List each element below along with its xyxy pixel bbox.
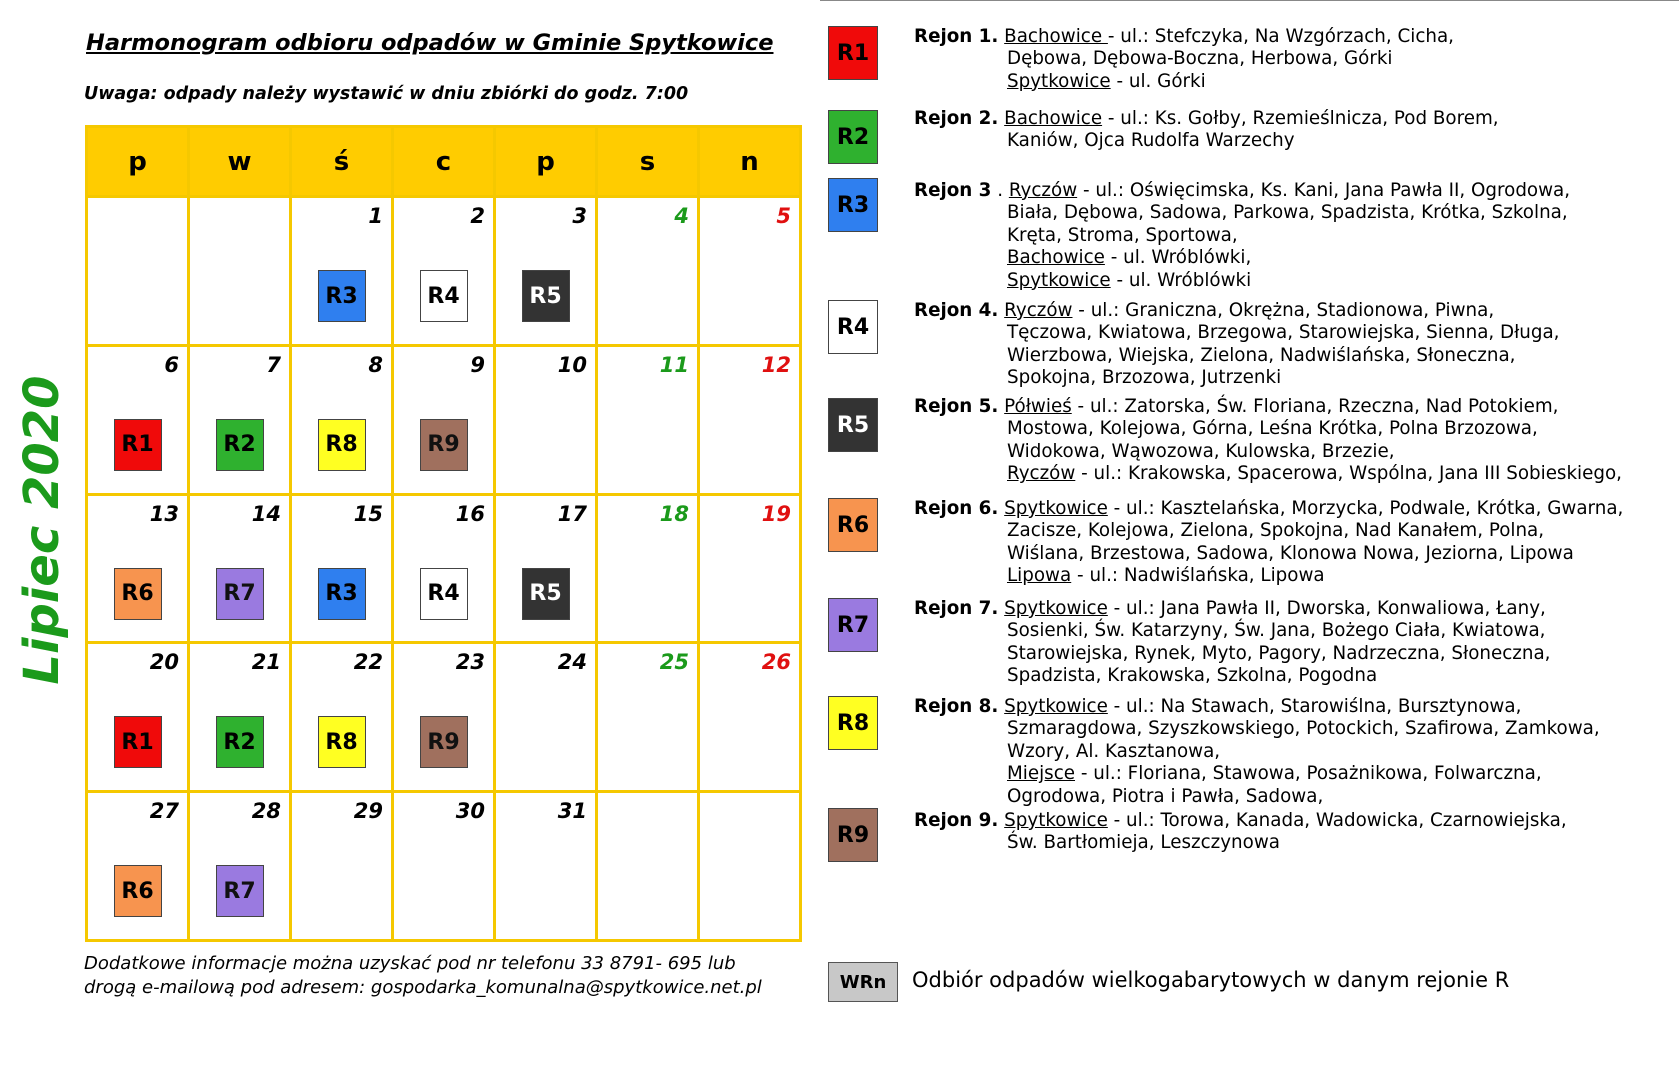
day-number: 22 <box>353 650 383 675</box>
day-number: 2 <box>470 204 485 228</box>
legend-line <box>914 832 1567 854</box>
legend-line <box>914 620 1551 642</box>
contact-info <box>84 952 762 1000</box>
day-number: 1 <box>368 204 383 228</box>
legend-badge: R3 <box>828 178 878 232</box>
legend-line <box>914 26 1454 48</box>
day-number: 14 <box>251 501 281 526</box>
legend-line <box>914 520 1623 542</box>
street-list: - ul. Wróblówki, <box>1104 247 1252 269</box>
calendar-day-cell <box>190 496 289 642</box>
street-list: Spokojna, Brzozowa, Jutrzenki <box>1007 367 1282 389</box>
calendar-day-cell <box>700 198 799 344</box>
region-badge: R3 <box>318 270 366 322</box>
locality-name: Spytkowice <box>1004 696 1108 717</box>
region-badge: R2 <box>216 716 264 768</box>
legend-line <box>914 718 1600 740</box>
region-heading: Rejon 5. <box>914 396 999 417</box>
street-list: - ul.: Nadwiślańska, Lipowa <box>1071 565 1325 587</box>
street-list: Biała, Dębowa, Sadowa, Parkowa, Spadzista, Krótka, Szkolna, <box>1007 202 1568 224</box>
street-list: Szmaragdowa, Szyszkowskiego, Potockich, Szafirowa, Zamkowa, <box>1007 718 1600 740</box>
region-badge: R9 <box>420 419 468 471</box>
street-list: - ul.: Floriana, Stawowa, Posażnikowa, Folwarczna, <box>1075 763 1542 785</box>
region-badge: R4 <box>420 270 468 322</box>
legend-line <box>914 498 1623 520</box>
locality-name: Spytkowice <box>1007 70 1111 92</box>
street-list: - ul.: Oświęcimska, Ks. Kani, Jana Pawła II, Ogrodowa, <box>1077 180 1571 201</box>
legend-line <box>914 247 1570 269</box>
calendar-day-cell <box>700 347 799 493</box>
calendar-day-cell <box>598 644 697 790</box>
street-list: . <box>997 180 1009 201</box>
calendar-day-cell <box>292 496 391 642</box>
locality-name: Ryczów <box>1007 463 1076 485</box>
weekday-header: s <box>598 128 697 195</box>
region-badge: R8 <box>318 419 366 471</box>
weekday-header: w <box>190 128 289 195</box>
calendar-day-cell <box>598 793 697 939</box>
day-number: 15 <box>353 501 383 526</box>
collection-note: Uwaga: odpady należy wystawić w dniu zbiórki do godz. 7:00 <box>84 84 689 104</box>
legend-line <box>914 463 1622 485</box>
calendar-day-cell <box>88 644 187 790</box>
calendar-day-cell <box>496 644 595 790</box>
legend-line <box>914 71 1454 93</box>
day-number: 18 <box>659 501 689 526</box>
legend-line <box>914 810 1567 832</box>
street-list: Dębowa, Dębowa-Boczna, Herbowa, Górki <box>1007 48 1393 70</box>
legend-text <box>914 598 1551 688</box>
day-number: 3 <box>572 204 587 228</box>
street-list: Wiślana, Brzestowa, Sadowa, Klonowa Nowa, Jeziorna, Lipowa <box>1007 542 1574 564</box>
street-list: Kręta, Stroma, Sportowa, <box>1007 224 1238 246</box>
street-list: Tęczowa, Kwiatowa, Brzegowa, Starowiejska, Sienna, Długa, <box>1007 322 1560 344</box>
calendar-day-cell <box>190 198 289 344</box>
legend-line <box>914 763 1600 785</box>
street-list: Św. Bartłomieja, Leszczynowa <box>1007 832 1280 854</box>
region-badge: R9 <box>420 716 468 768</box>
day-number: 28 <box>251 799 281 824</box>
street-list: Sosienki, Św. Katarzyny, Św. Jana, Bożego Ciała, Kwiatowa, <box>1007 620 1546 642</box>
street-list: Ogrodowa, Piotra i Pawła, Sadowa, <box>1007 785 1324 807</box>
street-list: - ul.: Graniczna, Okrężna, Stadionowa, Piwna, <box>1072 300 1495 321</box>
calendar-day-cell <box>88 793 187 939</box>
weekday-header: n <box>700 128 799 195</box>
day-number: 6 <box>164 352 179 377</box>
legend-badge: R4 <box>828 300 878 354</box>
calendar-day-cell <box>394 496 493 642</box>
legend-line <box>914 367 1560 389</box>
locality-name: Bachowice <box>1004 26 1108 47</box>
region-heading: Rejon 8. <box>914 696 999 717</box>
top-border-line <box>820 0 1679 1</box>
day-number: 23 <box>455 650 485 675</box>
calendar-day-cell <box>394 347 493 493</box>
locality-name: Bachowice <box>1007 247 1105 269</box>
calendar-day-cell <box>700 496 799 642</box>
weekday-header: p <box>496 128 595 195</box>
legend-line <box>914 418 1622 440</box>
legend-badge: R8 <box>828 696 878 750</box>
calendar-day-cell <box>292 198 391 344</box>
legend-line <box>914 345 1560 367</box>
legend-line <box>914 665 1551 687</box>
street-list: - ul.: Krakowska, Spacerowa, Wspólna, Jana III Sobieskiego, <box>1075 463 1622 485</box>
calendar-day-cell <box>700 793 799 939</box>
calendar-grid <box>85 125 802 942</box>
contact-line-2: drogą e-mailową pod adresem: gospodarka_komunalna@spytkowice.net.pl <box>84 977 762 998</box>
street-list: Wierzbowa, Wiejska, Zielona, Nadwiślańska, Słoneczna, <box>1007 344 1516 366</box>
street-list: - ul.: Kasztelańska, Morzycka, Podwale, Krótka, Gwarna, <box>1107 498 1624 519</box>
legend-badge: R2 <box>828 110 878 164</box>
legend-line <box>914 202 1570 224</box>
calendar-day-cell <box>190 644 289 790</box>
day-number: 10 <box>557 352 587 377</box>
street-list: Mostowa, Kolejowa, Górna, Leśna Krótka, Polna Brzozowa, <box>1007 418 1538 440</box>
calendar-day-cell <box>496 347 595 493</box>
legend-line <box>914 225 1570 247</box>
legend-text <box>914 498 1623 588</box>
legend-line <box>914 180 1570 202</box>
calendar-day-cell <box>394 198 493 344</box>
calendar-day-cell <box>190 347 289 493</box>
day-number: 29 <box>353 799 383 824</box>
weekday-header: p <box>88 128 187 195</box>
day-number: 13 <box>149 501 179 526</box>
region-heading: Rejon 7. <box>914 598 999 619</box>
region-badge: R6 <box>114 568 162 620</box>
legend-text <box>914 26 1454 93</box>
day-number: 17 <box>557 501 587 526</box>
calendar-day-cell <box>394 793 493 939</box>
legend-badge: R1 <box>828 26 878 80</box>
legend-line <box>914 322 1560 344</box>
region-heading: Rejon 4. <box>914 300 999 321</box>
street-list: - ul.: Na Stawach, Starowiślna, Bursztynowa, <box>1107 696 1522 717</box>
region-badge: R1 <box>114 716 162 768</box>
region-badge: R6 <box>114 865 162 917</box>
bulky-waste-badge: WRn <box>828 962 898 1002</box>
legend-text <box>914 300 1560 390</box>
locality-name: Spytkowice <box>1004 598 1108 619</box>
region-badge: R4 <box>420 568 468 620</box>
legend-badge: R5 <box>828 398 878 452</box>
calendar-day-cell <box>292 644 391 790</box>
region-badge: R5 <box>522 568 570 620</box>
legend-line <box>914 441 1622 463</box>
legend-text <box>914 396 1622 486</box>
locality-name: Ryczów <box>1008 180 1078 201</box>
day-number: 26 <box>761 650 791 675</box>
calendar-day-cell <box>598 198 697 344</box>
day-number: 25 <box>659 650 689 675</box>
legend-text <box>914 810 1567 855</box>
street-list: - ul.: Stefczyka, Na Wzgórzach, Cicha, <box>1107 26 1454 47</box>
street-list: - ul.: Jana Pawła II, Dworska, Konwaliowa, Łany, <box>1107 598 1546 619</box>
legend-line <box>914 643 1551 665</box>
day-number: 21 <box>251 650 281 675</box>
region-heading: Rejon 3 <box>914 180 992 201</box>
street-list: - ul.: Ks. Gołby, Rzemieślnicza, Pod Borem, <box>1102 108 1499 129</box>
region-heading: Rejon 6. <box>914 498 999 519</box>
locality-name: Spytkowice <box>1004 498 1108 519</box>
legend-line <box>914 48 1454 70</box>
locality-name: Półwieś <box>1004 396 1072 417</box>
legend-text <box>914 180 1570 292</box>
legend-badge: R7 <box>828 598 878 652</box>
street-list: - ul. Górki <box>1110 70 1206 92</box>
calendar-day-cell <box>496 793 595 939</box>
region-badge: R7 <box>216 865 264 917</box>
day-number: 19 <box>761 501 791 526</box>
calendar-day-cell <box>598 347 697 493</box>
locality-name: Miejsce <box>1007 763 1076 785</box>
locality-name: Bachowice <box>1004 108 1103 129</box>
calendar-day-cell <box>496 198 595 344</box>
legend-line <box>914 130 1499 152</box>
calendar-day-cell <box>292 347 391 493</box>
legend-text <box>914 696 1600 808</box>
day-number: 20 <box>149 650 179 675</box>
weekday-header: ś <box>292 128 391 195</box>
region-badge: R7 <box>216 568 264 620</box>
day-number: 27 <box>149 799 179 824</box>
calendar-day-cell <box>292 793 391 939</box>
legend-line <box>914 300 1560 322</box>
day-number: 12 <box>761 352 791 377</box>
legend-line <box>914 786 1600 808</box>
bulky-waste-description: Odbiór odpadów wielkogabarytowych w danym rejonie R <box>912 968 1510 992</box>
region-badge: R8 <box>318 716 366 768</box>
calendar-day-cell <box>190 793 289 939</box>
calendar-day-cell <box>88 347 187 493</box>
calendar-day-cell <box>700 644 799 790</box>
region-badge: R2 <box>216 419 264 471</box>
street-list: Zacisze, Kolejowa, Zielona, Spokojna, Nad Kanałem, Polna, <box>1007 520 1545 542</box>
day-number: 11 <box>659 352 689 377</box>
weekday-header: c <box>394 128 493 195</box>
contact-line-1: Dodatkowe informacje można uzyskać pod nr telefonu 33 8791- 695 lub <box>84 953 736 974</box>
street-list: Kaniów, Ojca Rudolfa Warzechy <box>1007 130 1295 152</box>
street-list: - ul. Wróblówki <box>1110 269 1252 291</box>
locality-name: Ryczów <box>1004 300 1073 321</box>
region-legend <box>828 26 1673 986</box>
region-badge: R1 <box>114 419 162 471</box>
day-number: 24 <box>557 650 587 675</box>
region-heading: Rejon 1. <box>914 26 999 47</box>
day-number: 8 <box>368 352 383 377</box>
day-number: 4 <box>674 204 689 228</box>
legend-line <box>914 543 1623 565</box>
street-list: Widokowa, Wąwozowa, Kulowska, Brzezie, <box>1007 440 1395 462</box>
calendar-day-cell <box>88 496 187 642</box>
legend-line <box>914 108 1499 130</box>
legend-line <box>914 396 1622 418</box>
month-label: Lipiec 2020 <box>14 375 70 685</box>
street-list: Wzory, Al. Kasztanowa, <box>1007 740 1221 762</box>
day-number: 5 <box>776 204 791 228</box>
calendar-day-cell <box>598 496 697 642</box>
street-list: Spadzista, Krakowska, Szkolna, Pogodna <box>1007 665 1378 687</box>
region-heading: Rejon 2. <box>914 108 999 129</box>
legend-line <box>914 696 1600 718</box>
region-badge: R3 <box>318 568 366 620</box>
day-number: 9 <box>470 352 485 377</box>
legend-badge: R9 <box>828 808 878 862</box>
day-number: 7 <box>266 352 281 377</box>
region-badge: R5 <box>522 270 570 322</box>
legend-line <box>914 598 1551 620</box>
locality-name: Lipowa <box>1007 565 1072 587</box>
calendar-day-cell <box>394 644 493 790</box>
day-number: 31 <box>557 799 587 824</box>
page-title: Harmonogram odbioru odpadów w Gminie Spytkowice <box>86 30 774 56</box>
street-list: Starowiejska, Rynek, Myto, Pagory, Nadrzeczna, Słoneczna, <box>1007 642 1551 664</box>
day-number: 16 <box>455 501 485 526</box>
calendar-day-cell <box>88 198 187 344</box>
legend-line <box>914 270 1570 292</box>
calendar-day-cell <box>496 496 595 642</box>
region-heading: Rejon 9. <box>914 810 999 831</box>
street-list: - ul.: Zatorska, Św. Floriana, Rzeczna, Nad Potokiem, <box>1071 396 1559 417</box>
legend-badge: R6 <box>828 498 878 552</box>
day-number: 30 <box>455 799 485 824</box>
legend-text <box>914 108 1499 153</box>
locality-name: Spytkowice <box>1004 810 1108 831</box>
legend-line <box>914 741 1600 763</box>
street-list: - ul.: Torowa, Kanada, Wadowicka, Czarnowiejska, <box>1107 810 1567 831</box>
legend-line <box>914 565 1623 587</box>
locality-name: Spytkowice <box>1007 269 1111 291</box>
